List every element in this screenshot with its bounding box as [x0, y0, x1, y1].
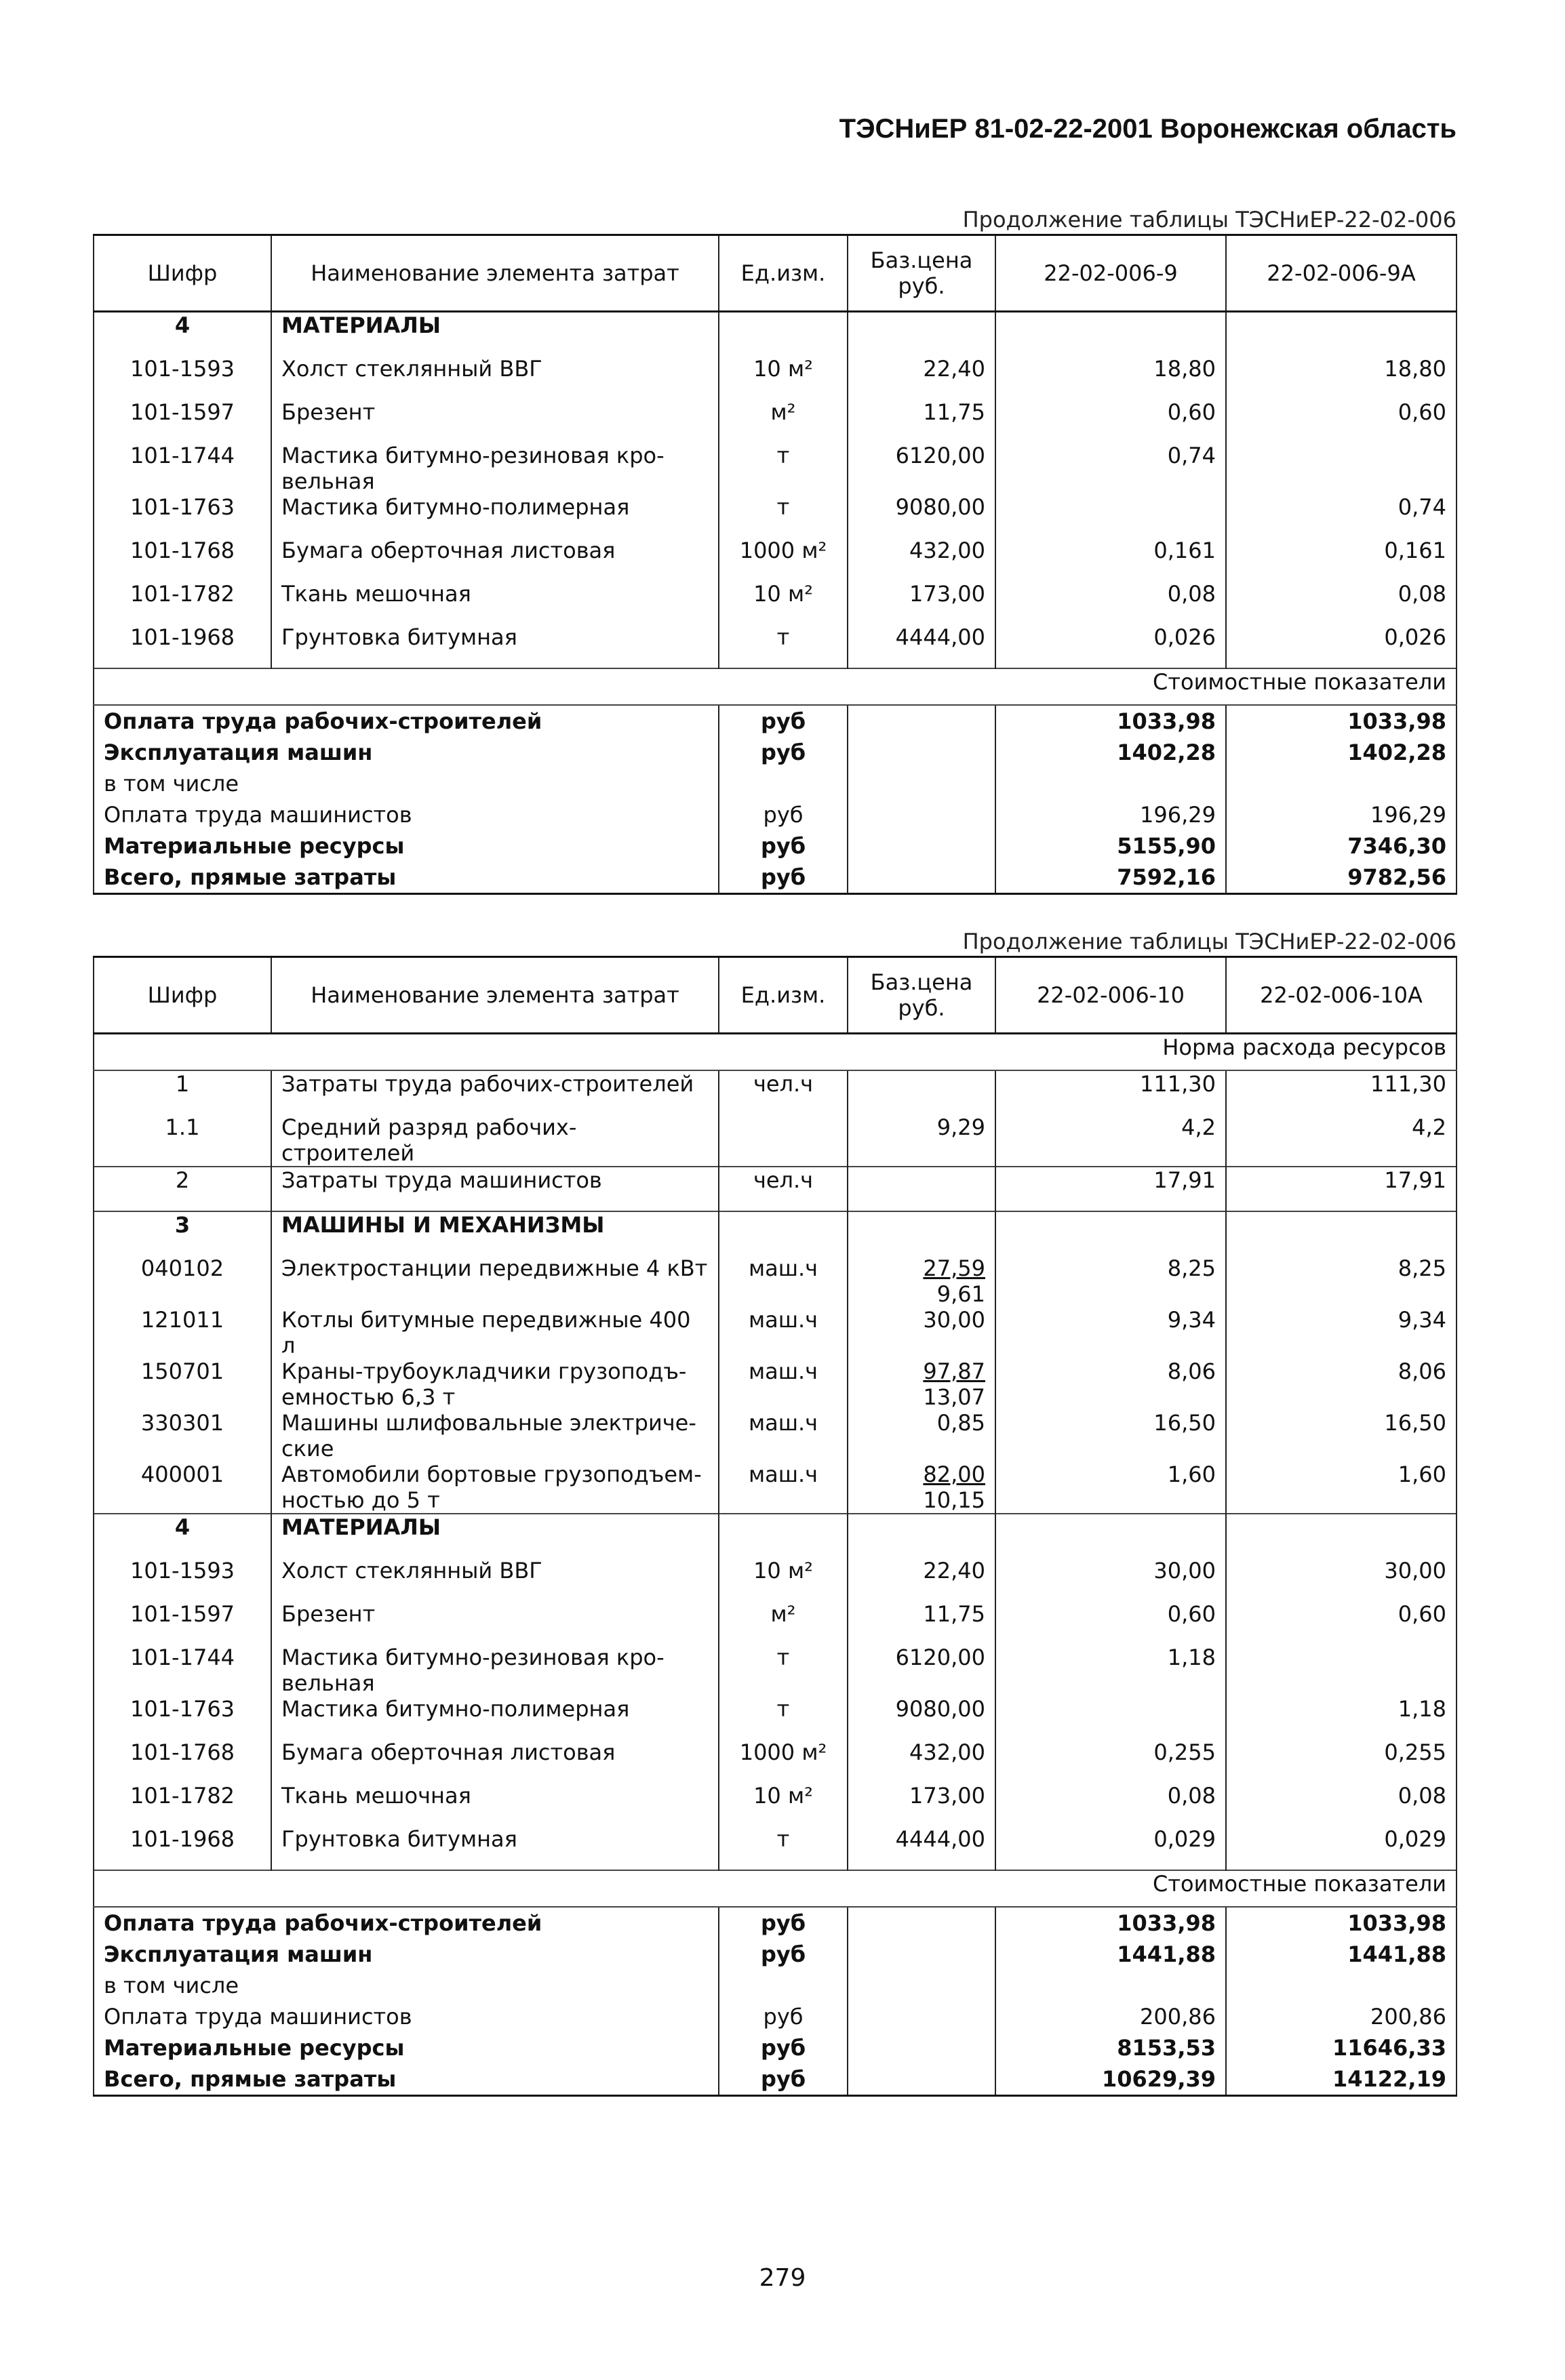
row-name: Мастика битумно-полимерная — [271, 494, 719, 538]
table-row — [94, 1645, 1457, 1696]
row-code: 1 — [94, 1070, 271, 1114]
table-row — [94, 768, 1457, 799]
col-code: Шифр — [94, 235, 271, 312]
row-unit: т — [719, 494, 848, 538]
row-price — [848, 1307, 995, 1358]
table-row — [94, 1255, 1457, 1307]
total-name: Эксплуатация машин — [94, 1939, 719, 1970]
col-price: Баз.цена руб. — [848, 235, 995, 312]
table-row — [94, 1358, 1457, 1410]
row-value-a: 0,161 — [995, 538, 1226, 581]
row-price-value: 22,40 — [923, 1558, 985, 1584]
row-code: 1.1 — [94, 1114, 271, 1167]
row-code: 101-1593 — [94, 1558, 271, 1601]
row-name: Холст стеклянный ВВГ — [271, 1558, 719, 1601]
row-price-value: 6120,00 — [895, 1645, 985, 1670]
col-unit: Ед.изм. — [719, 235, 848, 312]
total-value-b — [1226, 768, 1457, 799]
row-price — [848, 1696, 995, 1739]
empty-cell — [995, 312, 1226, 357]
total-unit: руб — [719, 2063, 848, 2096]
row-value-a: 0,60 — [995, 1601, 1226, 1645]
row-price — [848, 1255, 995, 1307]
row-value-a — [995, 1696, 1226, 1739]
empty-cell — [848, 1970, 995, 2001]
total-unit: руб — [719, 799, 848, 830]
row-name: Бумага оберточная листовая — [271, 1739, 719, 1783]
table-row — [94, 1307, 1457, 1358]
page-number: 279 — [759, 2264, 806, 2292]
row-price-machinist: 10,15 — [923, 1487, 985, 1513]
total-unit — [719, 1970, 848, 2001]
row-code: 101-1768 — [94, 538, 271, 581]
empty-cell — [995, 1211, 1226, 1255]
row-name: Ткань мешочная — [271, 581, 719, 624]
row-price-value: 4444,00 — [895, 624, 985, 650]
table-row — [94, 1939, 1457, 1970]
row-unit: т — [719, 443, 848, 494]
row-code: 101-1597 — [94, 399, 271, 443]
section-caption: Стоимостные показатели — [995, 1870, 1457, 1907]
row-unit: т — [719, 1826, 848, 1870]
row-price — [848, 1461, 995, 1514]
row-unit: 10 м² — [719, 1558, 848, 1601]
row-name: Брезент — [271, 1601, 719, 1645]
row-unit — [719, 1114, 848, 1167]
table-row — [94, 1783, 1457, 1826]
table-row — [94, 1907, 1457, 1939]
col-name: Наименование элемента затрат — [271, 957, 719, 1034]
empty-cell — [848, 799, 995, 830]
table2 — [93, 956, 1457, 2097]
table-row — [94, 1970, 1457, 2001]
table-row — [94, 737, 1457, 768]
table-row — [94, 1870, 1457, 1907]
row-price — [848, 399, 995, 443]
empty-cell — [1226, 1514, 1457, 1558]
total-value-a — [995, 1970, 1226, 2001]
section-name: МАТЕРИАЛЫ — [271, 1514, 719, 1558]
empty-cell — [719, 1211, 848, 1255]
row-price — [848, 1114, 995, 1167]
col-b: 22-02-006-10А — [1226, 957, 1457, 1034]
row-value-a: 8,25 — [995, 1255, 1226, 1307]
table-row — [94, 624, 1457, 668]
total-value-a: 1033,98 — [995, 705, 1226, 737]
section-code: 4 — [94, 1514, 271, 1558]
row-price-value: 173,00 — [909, 1783, 985, 1809]
total-unit: руб — [719, 830, 848, 862]
table-row — [94, 494, 1457, 538]
section-caption: Стоимостные показатели — [995, 668, 1457, 705]
row-value-b: 0,08 — [1226, 581, 1457, 624]
row-value-b: 1,18 — [1226, 1696, 1457, 1739]
table-row — [94, 443, 1457, 494]
row-price — [848, 443, 995, 494]
row-price-value: 82,00 — [923, 1461, 985, 1487]
row-name: Холст стеклянный ВВГ — [271, 356, 719, 399]
empty-cell — [848, 1907, 995, 1939]
total-value-b: 11646,33 — [1226, 2032, 1457, 2063]
section-code: 4 — [94, 312, 271, 357]
table-row — [94, 1514, 1457, 1558]
row-value-b — [1226, 1645, 1457, 1696]
row-name: Брезент — [271, 399, 719, 443]
table-row — [94, 1070, 1457, 1114]
empty-cell — [1226, 1211, 1457, 1255]
row-code: 101-1593 — [94, 356, 271, 399]
total-name: Материальные ресурсы — [94, 2032, 719, 2063]
row-value-b: 1,60 — [1226, 1461, 1457, 1514]
row-price — [848, 624, 995, 668]
row-price — [848, 1070, 995, 1114]
row-price — [848, 494, 995, 538]
row-price-value: 11,75 — [923, 1601, 985, 1627]
row-value-b: 111,30 — [1226, 1070, 1457, 1114]
row-price-value: 9080,00 — [895, 1696, 985, 1722]
total-value-b: 1033,98 — [1226, 1907, 1457, 1939]
row-price — [848, 1558, 995, 1601]
col-unit: Ед.изм. — [719, 957, 848, 1034]
row-code: 400001 — [94, 1461, 271, 1514]
total-value-b: 7346,30 — [1226, 830, 1457, 862]
table-row — [94, 312, 1457, 357]
empty-cell — [94, 1034, 995, 1071]
row-code: 150701 — [94, 1358, 271, 1410]
row-value-b: 0,026 — [1226, 624, 1457, 668]
table-row — [94, 830, 1457, 862]
table-row — [94, 668, 1457, 705]
row-name: Средний разряд рабочих-строителей — [271, 1114, 719, 1167]
row-price — [848, 1783, 995, 1826]
total-value-a: 10629,39 — [995, 2063, 1226, 2096]
table-row — [94, 1211, 1457, 1255]
table-row — [94, 2063, 1457, 2096]
row-code: 101-1744 — [94, 1645, 271, 1696]
table-row — [94, 1410, 1457, 1461]
total-name: Всего, прямые затраты — [94, 2063, 719, 2096]
total-unit: руб — [719, 862, 848, 894]
row-name: Котлы битумные передвижные 400 л — [271, 1307, 719, 1358]
row-value-a: 0,026 — [995, 624, 1226, 668]
document-header: ТЭСНиЕР 81-02-22-2001 Воронежская область — [839, 114, 1457, 144]
row-code: 101-1763 — [94, 494, 271, 538]
row-price-value: 9,29 — [936, 1114, 985, 1140]
empty-cell — [848, 2032, 995, 2063]
row-value-b: 0,08 — [1226, 1783, 1457, 1826]
row-price — [848, 1167, 995, 1211]
total-name: Всего, прямые затраты — [94, 862, 719, 894]
row-value-a: 0,029 — [995, 1826, 1226, 1870]
table-row — [94, 1826, 1457, 1870]
table-row — [94, 2001, 1457, 2032]
empty-cell — [848, 1211, 995, 1255]
col-code: Шифр — [94, 957, 271, 1034]
row-value-a: 111,30 — [995, 1070, 1226, 1114]
total-unit: руб — [719, 2032, 848, 2063]
total-value-a: 1441,88 — [995, 1939, 1226, 1970]
table-row — [94, 1461, 1457, 1514]
total-unit: руб — [719, 1939, 848, 1970]
row-value-b: 8,06 — [1226, 1358, 1457, 1410]
row-code: 101-1744 — [94, 443, 271, 494]
row-unit: маш.ч — [719, 1461, 848, 1514]
total-value-b: 1033,98 — [1226, 705, 1457, 737]
row-unit: маш.ч — [719, 1410, 848, 1461]
total-value-a: 196,29 — [995, 799, 1226, 830]
row-price — [848, 1601, 995, 1645]
row-code: 101-1782 — [94, 1783, 271, 1826]
empty-cell — [1226, 312, 1457, 357]
table-row — [94, 2032, 1457, 2063]
row-unit: м² — [719, 399, 848, 443]
total-unit: руб — [719, 1907, 848, 1939]
row-name: Краны-трубоукладчики грузоподъ-емностью 6,3 т — [271, 1358, 719, 1410]
total-value-a: 1033,98 — [995, 1907, 1226, 1939]
row-unit: 10 м² — [719, 356, 848, 399]
total-value-a: 1402,28 — [995, 737, 1226, 768]
col-price: Баз.цена руб. — [848, 957, 995, 1034]
row-unit: маш.ч — [719, 1255, 848, 1307]
row-price-value: 9080,00 — [895, 494, 985, 520]
row-value-a: 9,34 — [995, 1307, 1226, 1358]
row-price-value: 173,00 — [909, 581, 985, 607]
row-value-b: 30,00 — [1226, 1558, 1457, 1601]
empty-cell — [719, 312, 848, 357]
table-row — [94, 1739, 1457, 1783]
total-value-a: 5155,90 — [995, 830, 1226, 862]
table-row — [94, 581, 1457, 624]
total-value-b: 196,29 — [1226, 799, 1457, 830]
row-price — [848, 1358, 995, 1410]
row-name: Затраты труда машинистов — [271, 1167, 719, 1211]
section-caption: Норма расхода ресурсов — [995, 1034, 1457, 1071]
row-value-b: 17,91 — [1226, 1167, 1457, 1211]
total-name: в том числе — [94, 768, 719, 799]
row-price-value: 97,87 — [923, 1358, 985, 1384]
empty-cell — [848, 705, 995, 737]
row-value-b — [1226, 443, 1457, 494]
row-price — [848, 1410, 995, 1461]
row-value-b: 0,255 — [1226, 1739, 1457, 1783]
row-code: 330301 — [94, 1410, 271, 1461]
table1-continuation: Продолжение таблицы ТЭСНиЕР-22-02-006 — [962, 207, 1457, 233]
row-name: Затраты труда рабочих-строителей — [271, 1070, 719, 1114]
row-unit: чел.ч — [719, 1070, 848, 1114]
row-value-b: 9,34 — [1226, 1307, 1457, 1358]
total-unit: руб — [719, 705, 848, 737]
row-value-a: 1,18 — [995, 1645, 1226, 1696]
table-row — [94, 1034, 1457, 1071]
total-name: Оплата труда машинистов — [94, 799, 719, 830]
row-value-a: 1,60 — [995, 1461, 1226, 1514]
empty-cell — [848, 768, 995, 799]
row-price — [848, 356, 995, 399]
row-value-b: 0,161 — [1226, 538, 1457, 581]
row-value-a: 8,06 — [995, 1358, 1226, 1410]
row-price-value: 11,75 — [923, 399, 985, 425]
total-name: Эксплуатация машин — [94, 737, 719, 768]
col-b: 22-02-006-9А — [1226, 235, 1457, 312]
row-price-value: 432,00 — [909, 538, 985, 563]
row-unit: чел.ч — [719, 1167, 848, 1211]
row-code: 101-1597 — [94, 1601, 271, 1645]
row-value-a: 0,255 — [995, 1739, 1226, 1783]
total-value-b: 200,86 — [1226, 2001, 1457, 2032]
row-value-a: 4,2 — [995, 1114, 1226, 1167]
empty-cell — [848, 862, 995, 894]
row-name: Ткань мешочная — [271, 1783, 719, 1826]
row-code: 101-1968 — [94, 624, 271, 668]
section-name: МАШИНЫ И МЕХАНИЗМЫ — [271, 1211, 719, 1255]
row-value-b: 0,60 — [1226, 1601, 1457, 1645]
row-price — [848, 1645, 995, 1696]
col-a: 22-02-006-9 — [995, 235, 1226, 312]
row-code: 121011 — [94, 1307, 271, 1358]
row-name: Грунтовка битумная — [271, 624, 719, 668]
total-value-b: 1402,28 — [1226, 737, 1457, 768]
row-price-machinist: 13,07 — [923, 1384, 985, 1410]
row-value-b: 16,50 — [1226, 1410, 1457, 1461]
row-code: 101-1768 — [94, 1739, 271, 1783]
row-code: 101-1782 — [94, 581, 271, 624]
row-unit: м² — [719, 1601, 848, 1645]
table1-header-row — [94, 235, 1457, 312]
table-row — [94, 1601, 1457, 1645]
row-price-machinist: 9,61 — [936, 1281, 985, 1307]
row-unit: 10 м² — [719, 1783, 848, 1826]
empty-cell — [848, 2001, 995, 2032]
empty-cell — [995, 1514, 1226, 1558]
table-row — [94, 862, 1457, 894]
row-code: 040102 — [94, 1255, 271, 1307]
row-unit: т — [719, 1696, 848, 1739]
row-price-value: 22,40 — [923, 356, 985, 382]
row-name: Грунтовка битумная — [271, 1826, 719, 1870]
total-unit — [719, 768, 848, 799]
row-value-b: 8,25 — [1226, 1255, 1457, 1307]
row-price — [848, 538, 995, 581]
empty-cell — [719, 1514, 848, 1558]
table-row — [94, 1696, 1457, 1739]
empty-cell — [94, 1870, 995, 1907]
row-name: Электростанции передвижные 4 кВт — [271, 1255, 719, 1307]
total-name: Материальные ресурсы — [94, 830, 719, 862]
table-row — [94, 1167, 1457, 1211]
col-name: Наименование элемента затрат — [271, 235, 719, 312]
row-price-value: 0,85 — [936, 1410, 985, 1436]
row-value-a: 0,08 — [995, 581, 1226, 624]
section-code: 3 — [94, 1211, 271, 1255]
row-value-a: 17,91 — [995, 1167, 1226, 1211]
row-name: Мастика битумно-резиновая кро-вельная — [271, 1645, 719, 1696]
total-value-a — [995, 768, 1226, 799]
empty-cell — [848, 312, 995, 357]
row-price-value: 432,00 — [909, 1739, 985, 1765]
total-unit: руб — [719, 737, 848, 768]
col-a: 22-02-006-10 — [995, 957, 1226, 1034]
total-name: Оплата труда рабочих-строителей — [94, 1907, 719, 1939]
empty-cell — [848, 1939, 995, 1970]
row-value-b: 0,74 — [1226, 494, 1457, 538]
row-value-a: 18,80 — [995, 356, 1226, 399]
table-row — [94, 799, 1457, 830]
total-name: Оплата труда рабочих-строителей — [94, 705, 719, 737]
row-unit: 10 м² — [719, 581, 848, 624]
row-code: 101-1763 — [94, 1696, 271, 1739]
row-code: 2 — [94, 1167, 271, 1211]
row-code: 101-1968 — [94, 1826, 271, 1870]
table-row — [94, 356, 1457, 399]
row-value-a: 0,60 — [995, 399, 1226, 443]
row-price — [848, 581, 995, 624]
row-value-b: 0,029 — [1226, 1826, 1457, 1870]
row-price-value: 27,59 — [923, 1255, 985, 1281]
row-name: Мастика битумно-резиновая кро-вельная — [271, 443, 719, 494]
total-value-b: 14122,19 — [1226, 2063, 1457, 2096]
table-row — [94, 399, 1457, 443]
table-row — [94, 705, 1457, 737]
row-value-a: 0,08 — [995, 1783, 1226, 1826]
empty-cell — [94, 668, 995, 705]
row-value-b: 4,2 — [1226, 1114, 1457, 1167]
section-name: МАТЕРИАЛЫ — [271, 312, 719, 357]
total-name: в том числе — [94, 1970, 719, 2001]
row-name: Бумага оберточная листовая — [271, 538, 719, 581]
empty-cell — [848, 737, 995, 768]
row-unit: маш.ч — [719, 1307, 848, 1358]
row-unit: 1000 м² — [719, 1739, 848, 1783]
table-row — [94, 538, 1457, 581]
row-price — [848, 1739, 995, 1783]
row-value-a: 30,00 — [995, 1558, 1226, 1601]
row-value-b: 18,80 — [1226, 356, 1457, 399]
row-name: Машины шлифовальные электриче-ские — [271, 1410, 719, 1461]
empty-cell — [848, 830, 995, 862]
total-value-a: 7592,16 — [995, 862, 1226, 894]
table1 — [93, 234, 1457, 895]
total-name: Оплата труда машинистов — [94, 2001, 719, 2032]
table2-header-row — [94, 957, 1457, 1034]
row-price-value: 30,00 — [923, 1307, 985, 1333]
row-unit: 1000 м² — [719, 538, 848, 581]
row-name: Мастика битумно-полимерная — [271, 1696, 719, 1739]
row-unit: т — [719, 624, 848, 668]
table-row — [94, 1114, 1457, 1167]
empty-cell — [848, 2063, 995, 2096]
total-value-a: 200,86 — [995, 2001, 1226, 2032]
row-value-a — [995, 494, 1226, 538]
empty-cell — [848, 1514, 995, 1558]
row-price-value: 6120,00 — [895, 443, 985, 468]
total-unit: руб — [719, 2001, 848, 2032]
row-price-value: 4444,00 — [895, 1826, 985, 1852]
row-price — [848, 1826, 995, 1870]
table2-continuation: Продолжение таблицы ТЭСНиЕР-22-02-006 — [962, 929, 1457, 954]
row-name: Автомобили бортовые грузоподъем-ностью до 5 т — [271, 1461, 719, 1514]
total-value-a: 8153,53 — [995, 2032, 1226, 2063]
table-row — [94, 1558, 1457, 1601]
row-value-a: 16,50 — [995, 1410, 1226, 1461]
total-value-b: 9782,56 — [1226, 862, 1457, 894]
total-value-b — [1226, 1970, 1457, 2001]
total-value-b: 1441,88 — [1226, 1939, 1457, 1970]
row-value-a: 0,74 — [995, 443, 1226, 494]
row-unit: т — [719, 1645, 848, 1696]
row-unit: маш.ч — [719, 1358, 848, 1410]
row-value-b: 0,60 — [1226, 399, 1457, 443]
